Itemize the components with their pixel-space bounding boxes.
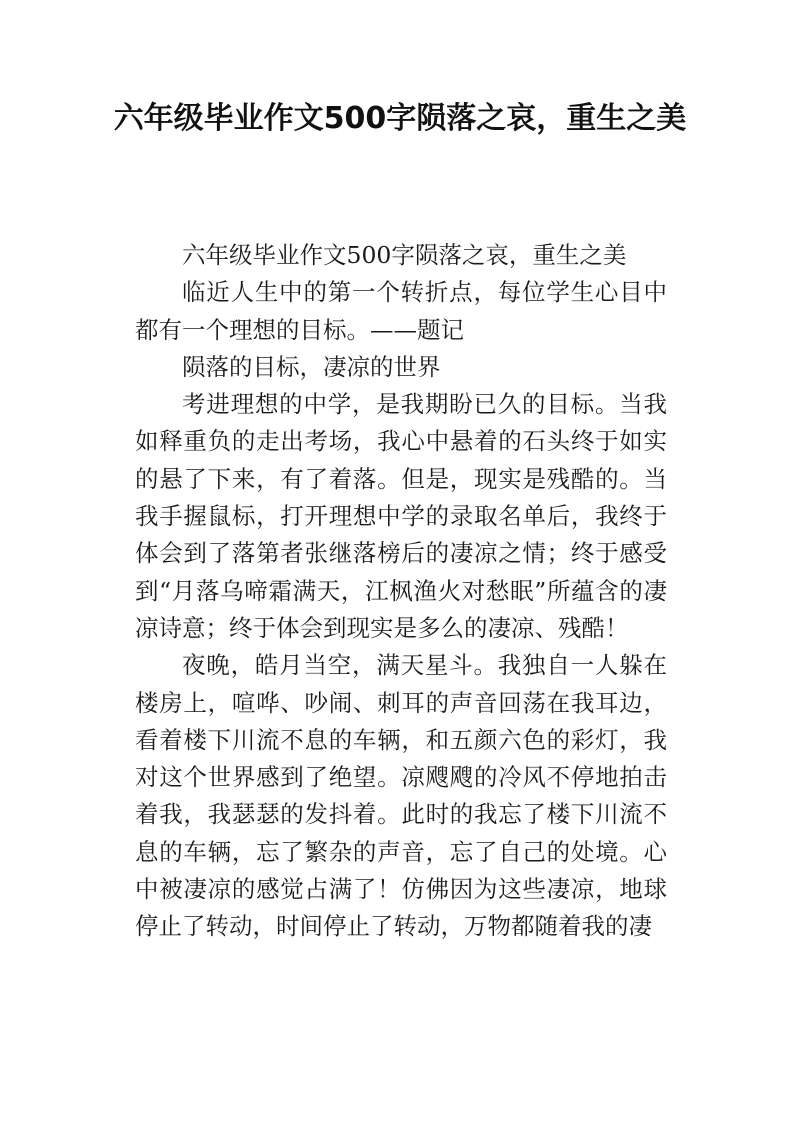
paragraph-epigraph: 临近人生中的第一个转折点，每位学生心目中都有一个理想的目标。——题记	[135, 278, 667, 344]
document-body	[135, 237, 667, 946]
paragraph-subtitle: 六年级毕业作文500字陨落之哀，重生之美	[182, 241, 627, 269]
document-title: 六年级毕业作文500字陨落之哀，重生之美	[113, 101, 687, 136]
paragraph-section-heading: 陨落的目标，凄凉的世界	[182, 352, 441, 381]
paragraph: 夜晚，皓月当空，满天星斗。我独自一人躲在楼房上，喧哗、吵闹、刺耳的声音回荡在我耳边，看着楼下川流不息的车辆，和五颜六色的彩灯，我对这个世界感到了绝望。凉飕飕的冷风不停地拍击着我，我瑟瑟的发抖着。此时的我忘了楼下川流不息的车辆，忘了繁杂的声音，忘了自己的处境。心中被凄凉的感觉占满了！仿佛因为这些凄凉，地球停止了转动，时间停止了转动，万物都随着我的凄	[135, 651, 667, 941]
paragraph: 考进理想的中学，是我期盼已久的目标。当我如释重负的走出考场，我心中悬着的石头终于如实的悬了下来，有了着落。但是，现实是残酷的。当我手握鼠标，打开理想中学的录取名单后，我终于体会到了落第者张继落榜后的凄凉之情；终于感受到“月落乌啼霜满天，江枫渔火对愁眠”所蕴含的凄凉诗意；终于体会到现实是多么的凄凉、残酷！	[135, 390, 667, 642]
